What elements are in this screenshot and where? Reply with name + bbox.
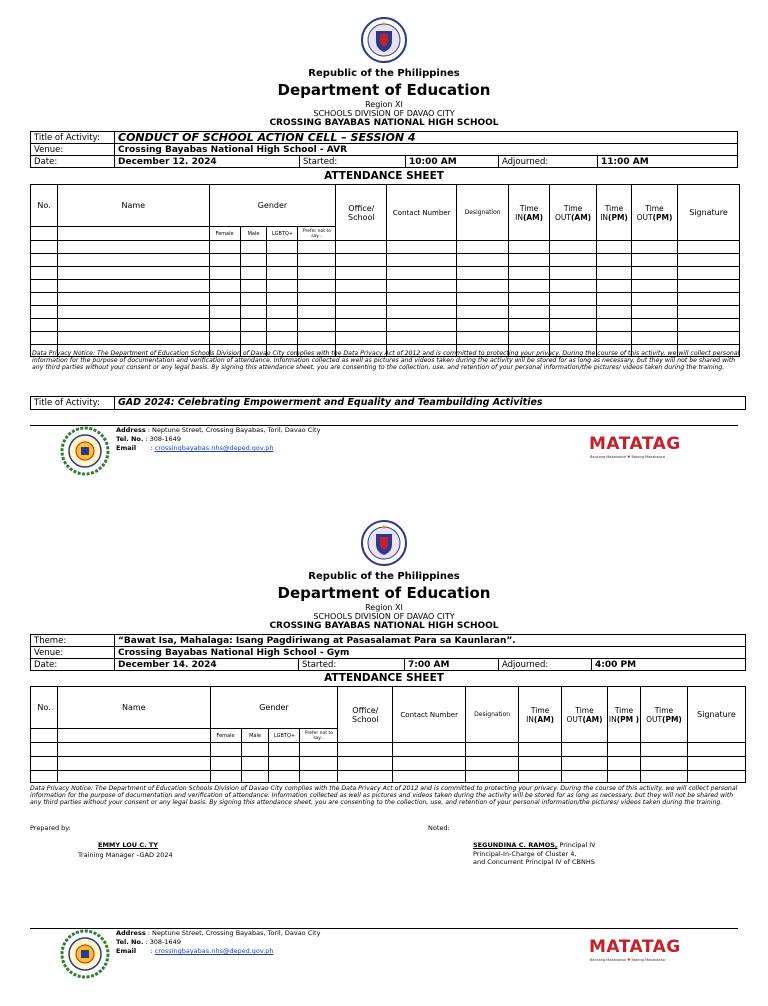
region-text: Region XI	[365, 100, 403, 109]
adjourned-value: 11:00 AM	[598, 156, 738, 168]
col-designation: Designation	[457, 185, 509, 241]
date-value: December 12. 2024	[115, 156, 300, 168]
title-label: Title of Activity:	[31, 132, 115, 144]
matatag-logo: MATATAG	[589, 434, 681, 454]
date-value-2: December 14. 2024	[115, 659, 299, 671]
col-male-2: Male	[241, 729, 269, 743]
adjourned-value-2: 4:00 PM	[592, 659, 746, 671]
privacy-notice: Data Privacy Notice: The Department of Education Schools Division of Davao City complies with the Data Privacy Act of 2012 and is committed to protecting your privacy. During the course of this activity, we will collect personal information for the purpose of documentation and verification of attendance. Information collected as well as pictures and videos taken during the activity will be stored for as long as necessary, but they will not be shared with any third parties without your consent or any legal basis. By signing this attendance sheet, you are consenting to the collection, use, and retention of your personal information/the pictures/ videos taken during the training.	[32, 350, 740, 371]
noter-block	[473, 841, 596, 867]
attendance-table-2	[30, 686, 746, 783]
region-text-2: Region XI	[365, 603, 403, 612]
col-no: No.	[31, 185, 58, 227]
activity-title-table-2	[30, 396, 746, 410]
started-label: Started:	[300, 156, 406, 168]
col-time-in-pm: Time IN(PM)	[597, 185, 632, 241]
venue-value-2: Crossing Bayabas National High School - Gym	[115, 647, 746, 659]
division-text: SCHOOLS DIVISION OF DAVAO CITY	[313, 109, 455, 118]
tel-label-2: Tel. No.	[116, 938, 144, 946]
col-female-2: Female	[210, 729, 241, 743]
col-designation-2: Designation	[466, 687, 519, 743]
prepared-by-label: Prepared by:	[30, 824, 71, 832]
address-value-2: : Neptune Street, Crossing Bayabas, Toril, Davao City	[147, 929, 321, 937]
col-time-in-pm-2: Time IN(PM )	[608, 687, 641, 743]
theme-value: “Bawat Isa, Mahalaga: Isang Pagdiriwang at Pasasalamat Para sa Kaunlaran”.	[115, 635, 746, 647]
email-label-2: Email	[116, 947, 137, 955]
title-label-2: Title of Activity:	[31, 397, 115, 410]
preparer-name: EMMY LOU C. TY	[98, 841, 158, 849]
col-gender: Gender	[209, 185, 336, 227]
email-link-2[interactable]: crossingbayabas.nhs@deped.gov.ph	[154, 947, 274, 955]
activity-info-table	[30, 131, 738, 168]
division-text-2: SCHOOLS DIVISION OF DAVAO CITY	[313, 612, 455, 621]
matatag-tagline: Bansang Makabansa ♥ Batang Makabansa	[590, 455, 665, 459]
col-gender-2: Gender	[210, 687, 338, 729]
deped-seal	[361, 17, 407, 63]
venue-value: Crossing Bayabas National High School - AVR	[115, 144, 738, 156]
adjourned-label-2: Adjourned:	[499, 659, 592, 671]
col-female: Female	[209, 227, 240, 241]
col-lgbtq: LGBTQ+	[267, 227, 298, 241]
republic-heading-2: Republic of the Philippines	[308, 571, 460, 582]
noted-label: Noted:	[428, 824, 450, 832]
address-label-2: Address	[116, 929, 146, 937]
school-seal-2	[60, 929, 110, 979]
email-link[interactable]: crossingbayabas.nhs@deped.gov.ph	[154, 444, 274, 452]
theme-label: Theme:	[31, 635, 115, 647]
col-name: Name	[57, 185, 209, 227]
col-prefer-not-2: Prefer not to say...	[300, 729, 338, 743]
tel-value-2: : 308-1649	[145, 938, 181, 946]
preparer-role: Training Manager –GAD 2024	[78, 851, 173, 859]
col-time-out-am: Time OUT(AM)	[550, 185, 597, 241]
activity-title: CONDUCT OF SCHOOL ACTION CELL – SESSION 4	[115, 132, 738, 144]
tel-label: Tel. No.	[116, 435, 144, 443]
noter-line2: Principal-In-Charge of Cluster 4,	[473, 849, 577, 858]
attendance-table	[30, 184, 740, 357]
date-label: Date:	[31, 156, 115, 168]
col-time-out-pm: Time OUT(PM)	[632, 185, 678, 241]
matatag-tagline-2: Bansang Makabansa ♥ Batang Makabansa	[590, 958, 665, 962]
activity-title-2: GAD 2024: Celebrating Empowerment and Equality and Teambuilding Activities	[115, 397, 746, 410]
footer-contact: Address : Neptune Street, Crossing Bayabas, Toril, Davao City Tel. No. : 308-1649 Email : crossingbayabas.nhs@deped.gov.ph	[116, 426, 321, 452]
col-time-out-pm-2: Time OUT(PM)	[640, 687, 687, 743]
col-time-out-am-2: Time OUT(AM)	[562, 687, 608, 743]
col-office: Office/ School	[336, 185, 387, 241]
adjourned-label: Adjourned:	[499, 156, 598, 168]
matatag-logo-2: MATATAG	[589, 937, 681, 957]
started-value: 10:00 AM	[406, 156, 499, 168]
department-heading-2: Department of Education	[277, 584, 491, 602]
republic-heading: Republic of the Philippines	[308, 68, 460, 79]
address-value: : Neptune Street, Crossing Bayabas, Toril, Davao City	[147, 426, 321, 434]
col-prefer-not: Prefer not to say...	[298, 227, 336, 241]
col-name-2: Name	[57, 687, 210, 729]
col-contact-2: Contact Number	[393, 687, 466, 743]
privacy-notice-2: Data Privacy Notice: The Department of Education Schools Division of Davao City complies with the Data Privacy Act of 2012 and is committed to protecting your privacy. During the course of this activity, we will collect personal information for the purpose of documentation and verification of attendance. Information collected as well as pictures and videos taken during the activity will be stored for as long as necessary, but they will not be shared with any third parties without your consent or any legal basis. By signing this attendance sheet, you are consenting to the collection, use, and retention of your personal information/the pictures/ videos taken during the training.	[30, 785, 738, 806]
started-value-2: 7:00 AM	[405, 659, 499, 671]
col-time-in-am-2: Time IN(AM)	[519, 687, 562, 743]
noter-name: SEGUNDINA C. RAMOS,	[473, 841, 558, 849]
col-office-2: Office/ School	[338, 687, 393, 743]
col-signature: Signature	[677, 185, 739, 241]
col-time-in-am: Time IN(AM)	[509, 185, 550, 241]
department-heading: Department of Education	[277, 81, 491, 99]
footer-contact-2: Address : Neptune Street, Crossing Bayabas, Toril, Davao City Tel. No. : 308-1649 Email : crossingbayabas.nhs@deped.gov.ph	[116, 929, 321, 955]
activity-info-table-2	[30, 634, 746, 671]
email-label: Email	[116, 444, 137, 452]
noter-line3: and Concurrent Principal IV of CBNHS	[473, 858, 595, 866]
address-label: Address	[116, 426, 146, 434]
noter-role: Principal IV	[557, 841, 596, 849]
col-contact: Contact Number	[387, 185, 457, 241]
venue-label: Venue:	[31, 144, 115, 156]
col-lgbtq-2: LGBTQ+	[269, 729, 300, 743]
school-name: CROSSING BAYABAS NATIONAL HIGH SCHOOL	[269, 118, 499, 128]
attendance-sheet-title-2: ATTENDANCE SHEET	[324, 672, 444, 684]
school-name-2: CROSSING BAYABAS NATIONAL HIGH SCHOOL	[269, 621, 499, 631]
venue-label-2: Venue:	[31, 647, 115, 659]
attendance-sheet-title: ATTENDANCE SHEET	[324, 170, 444, 182]
school-seal	[60, 426, 110, 476]
col-signature-2: Signature	[687, 687, 745, 743]
col-no-2: No.	[31, 687, 58, 729]
tel-value: : 308-1649	[145, 435, 181, 443]
col-male: Male	[240, 227, 267, 241]
deped-seal-2	[361, 520, 407, 566]
started-label-2: Started:	[299, 659, 405, 671]
date-label-2: Date:	[31, 659, 115, 671]
